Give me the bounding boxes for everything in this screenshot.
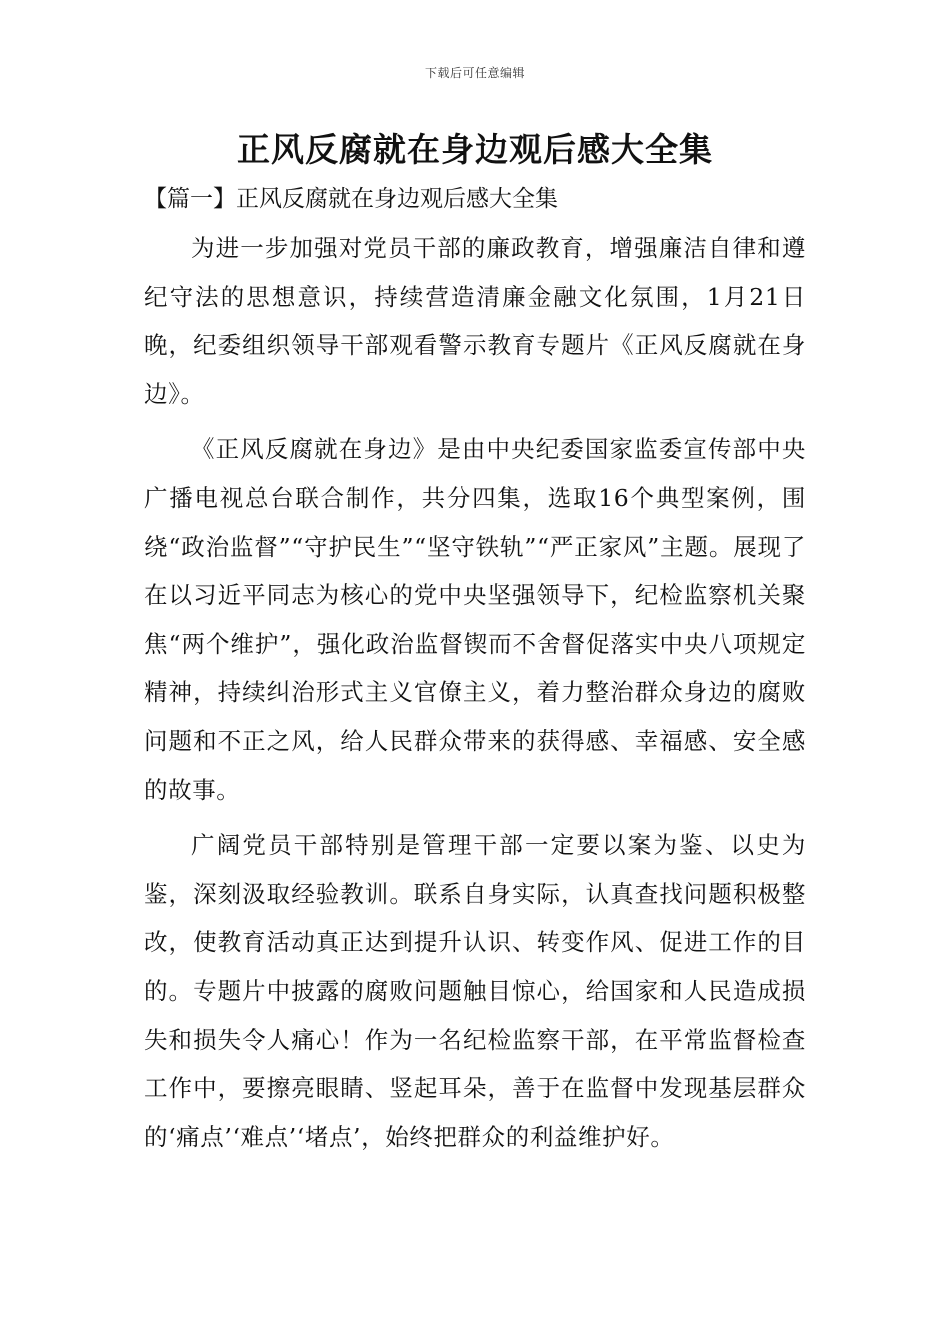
document-body (144, 224, 806, 1168)
section-heading: 【篇一】正风反腐就在身边观后感大全集 (144, 186, 558, 212)
document-title: 正风反腐就在身边观后感大全集 (237, 130, 713, 169)
paragraph-3: 广阔党员干部特别是管理干部一定要以案为鉴、以史为鉴，深刻汲取经验教训。联系自身实际，认真查找问题积极整改，使教育活动真正达到提升认识、转变作风、促进工作的目的。专题片中披露的腐败问题触目惊心，给国家和人民造成损失和损失令人痛心！作为一名纪检监察干部，在平常监督检查工作中，要擦亮眼睛、竖起耳朵，善于在监督中发现基层群众的‘痛点’‘难点’‘堵点’，始终把群众的利益维护好。 (144, 831, 806, 1151)
header-watermark: 下载后可任意编辑 (424, 66, 525, 80)
paragraph-1: 为进一步加强对党员干部的廉政教育，增强廉洁自律和遵纪守法的思想意识，持续营造清廉金融文化氛围，1月21日晚，纪委组织领导干部观看警示教育专题片《正风反腐就在身边》。 (144, 234, 806, 408)
paragraph-2: 《正风反腐就在身边》是由中央纪委国家监委宣传部中央广播电视总台联合制作，共分四集，选取16个典型案例，围绕“政治监督”“守护民生”“坚守铁轨”“严正家风”主题。展现了在以习近平同志为核心的党中央坚强领导下，纪检监察机关聚焦“两个维护”，强化政治监督锲而不舍督促落实中央八项规定精神，持续纠治形式主义官僚主义，着力整治群众身边的腐败问题和不正之风，给人民群众带来的获得感、幸福感、安全感的故事。 (144, 435, 806, 804)
